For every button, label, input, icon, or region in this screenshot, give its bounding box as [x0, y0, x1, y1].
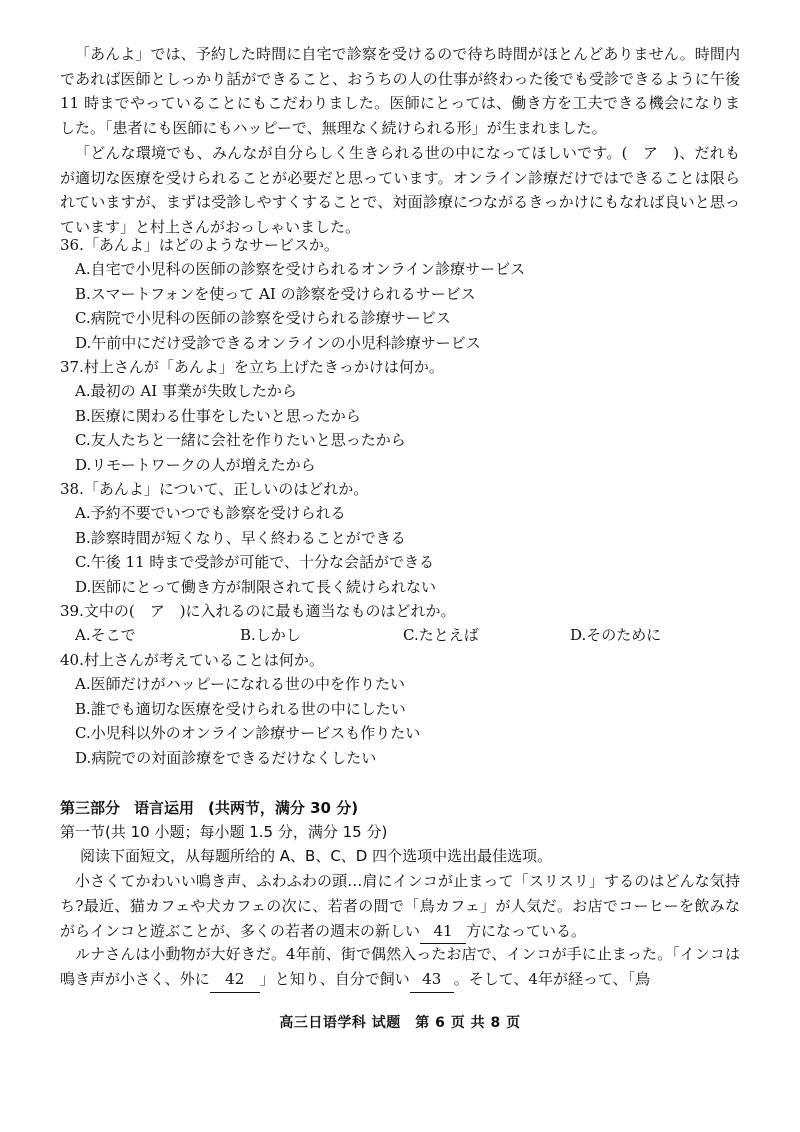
option-b: B.しかし [240, 626, 301, 645]
question-38 [60, 477, 750, 599]
option-d: D.病院での対面診療をできるだけなくしたい [75, 748, 377, 767]
option-d: D.医師にとって働き方が制限されて長く続けられない [75, 577, 436, 596]
option-c: C.たとえば [403, 626, 479, 645]
passage-paragraph-1: 「あんよ」では、予約した時間に自宅で診察を受けるので待ち時間がほとんどありません。時間内であれば医師としっかり話ができること、おうちの人の仕事が終わった後でも受診できるように午後 11 時までやっていることにもこだわりました。医師にとっては、働き方を工夫できる機会になりました。「患者にも医師にもハッピーで、無理なく続けられる形」が生まれました。 [60, 45, 740, 137]
option-d: D.リモートワークの人が増えたから [75, 455, 316, 474]
cloze-text: 」と知り、自分で飼い [259, 969, 410, 988]
option-c: C.小児科以外のオンライン診療サービスも作りたい [75, 724, 421, 743]
cloze-paragraph-1 [60, 869, 740, 944]
option-a: A.予約不要でいつでも診察を受けられる [75, 504, 346, 523]
question-36 [60, 233, 750, 355]
option-b: B.スマートフォンを使って AI の診察を受けられるサービス [75, 284, 476, 303]
cloze-text: 方になっている。 [466, 921, 587, 940]
blank-43: 43 [410, 967, 454, 993]
option-c: C.午後 11 時まで受診が可能で、十分な会話ができる [75, 553, 435, 572]
section-score: (共两节，满分 30 分) [208, 799, 359, 817]
option-a: A.そこで [75, 626, 136, 645]
option-row [60, 623, 750, 647]
section-heading [60, 797, 358, 818]
option-d: D.午前中にだけ受診できるオンラインの小児科診療サービス [75, 333, 481, 352]
section-title: 第三部分 [60, 799, 121, 817]
question-40 [60, 648, 750, 770]
option-c: C.病院で小児科の医師の診察を受けられる診療サービス [75, 309, 451, 328]
cloze-text: 小さくてかわいい鳴き声、ふわふわの頭…肩にインコが止まって「スリスリ」するのはどんな気持ち?最近、猫カフェや犬カフェの次に、若者の間で「鳥カフェ」が人気だ。お店でコーヒーを飲みながらインコと遊ぶことが、多くの若者の週末の新しい [60, 872, 740, 940]
page-footer: 高三日语学科 试题 第 6 页 共 8 页 [279, 1015, 521, 1031]
question-title: 37.村上さんが「あんよ」を立ち上げたきっかけは何か。 [60, 358, 444, 376]
option-d: D.そのために [570, 626, 662, 645]
option-b: B.診察時間が短くなり、早く終わることができる [75, 528, 406, 547]
blank-41: 41 [420, 919, 466, 945]
blank-42: 42 [210, 967, 260, 993]
part-heading: 第一节(共 10 小题；每小题 1.5 分，满分 15 分) [60, 823, 388, 841]
cloze-text: 。そして、4年が経って、「鳥 [453, 969, 651, 988]
question-37 [60, 355, 750, 477]
question-title: 38.「あんよ」について、正しいのはどれか。 [60, 480, 369, 498]
question-title: 40.村上さんが考えていることは何か。 [60, 651, 324, 669]
option-c: C.友人たちと一緒に会社を作りたいと思ったから [75, 431, 406, 450]
question-title: 36.「あんよ」はどのようなサービスか。 [60, 236, 339, 254]
option-b: B.医療に関わる仕事をしたいと思ったから [75, 406, 361, 425]
option-a: A.最初の AI 事業が失敗したから [75, 382, 297, 401]
option-b: B.誰でも適切な医療を受けられる世の中にしたい [75, 699, 406, 718]
cloze-paragraph-2 [60, 942, 740, 993]
question-title: 39.文中の( ア )に入れるのに最も適当なものはどれか。 [60, 602, 456, 620]
instruction: 阅读下面短文，从每题所给的 A、B、C、D 四个选项中选出最佳选项。 [80, 847, 553, 865]
cloze-text: ルナさんは小動物が大好きだ。4年前、街で偶然入ったお店で、インコが手に止まった。「インコは鳴き声が小さく、外に [60, 945, 740, 988]
passage-paragraph-2: 「どんな環境でも、みんなが自分らしく生きられる世の中になってほしいです。( ア )、だれもが適切な医療を受けられることが必要だと思っています。オンライン診療だけではできることは限られていますが、まずは受診しやすくすることで、対面診療につながるきっかけにもなれば良いと思っています」と村上さんがおっしゃいました。 [60, 144, 740, 236]
option-a: A.医師だけがハッピーになれる世の中を作りたい [75, 675, 406, 694]
question-39 [60, 599, 750, 648]
option-a: A.自宅で小児科の医師の診察を受けられるオンライン診療サービス [75, 260, 526, 279]
section-subtitle: 语言运用 [134, 799, 195, 817]
